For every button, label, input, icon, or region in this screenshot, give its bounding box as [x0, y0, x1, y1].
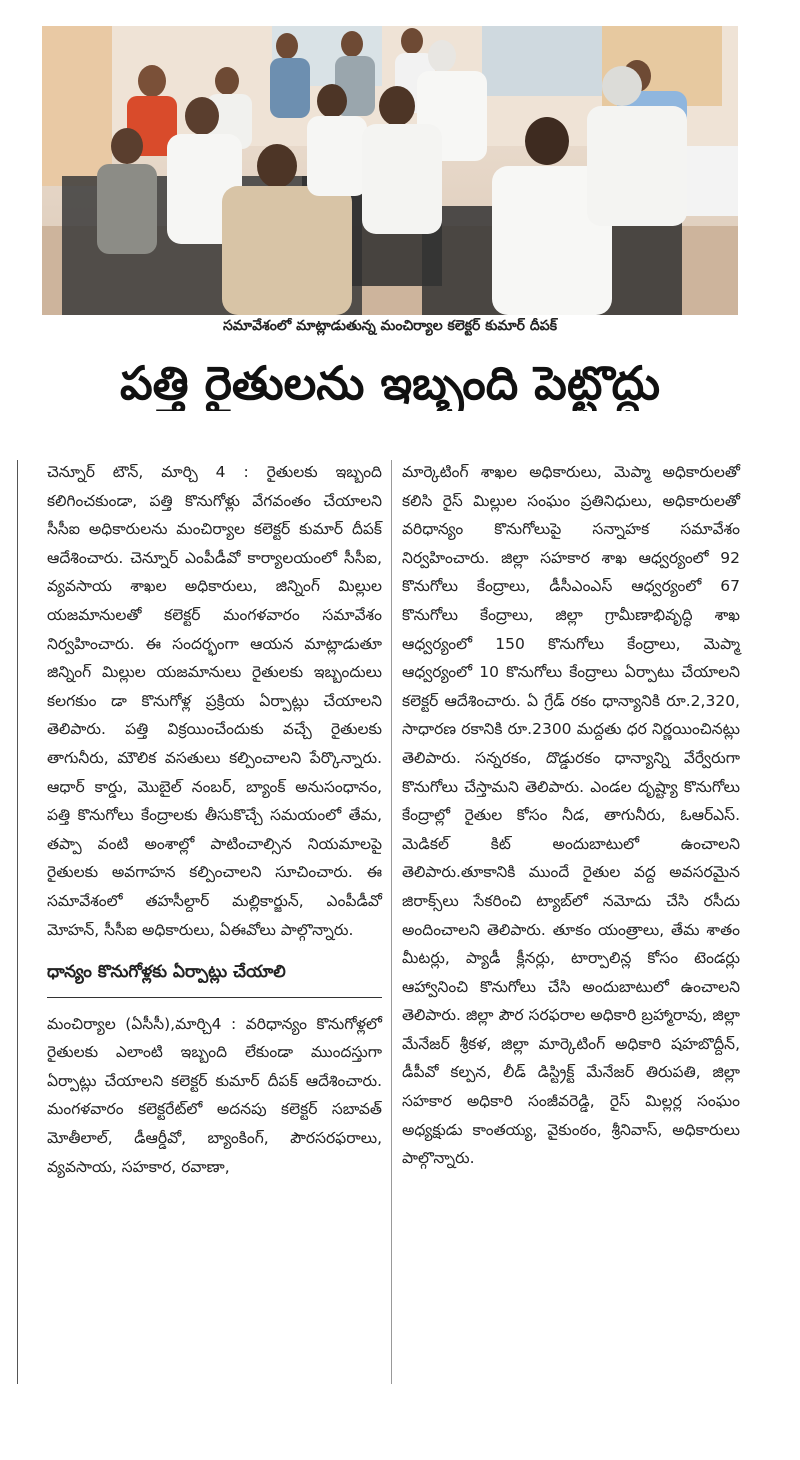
story2-body-left: మంచిర్యాల (ఏసీసీ),మార్చి4 : వరిధాన్యం కొనుగోళ్లలో రైతులకు ఎలాంటి ఇబ్బంది లేకుండా ముందస్తుగా ఏర్పాట్లు చేయాలని కలెక్టర్ కుమార్ దీపక్ ఆదేశించారు. మంగళవారం కలెక్టరేట్‌లో అదనపు కలెక్టర్ సబావత్ మోతీలాల్, డీఆర్డీవో, బ్యాంకింగ్, పౌరసరఫరాలు, వ్యవసాయ, సహకార, రవాణా, [47, 1014, 382, 1176]
story1-body: చెన్నూర్ టౌన్, మార్చి 4 : రైతులకు ఇబ్బంది కలిగించకుండా, పత్తి కొనుగోళ్లు వేగవంతం చేయాలని సీసీఐ అధికారులను మంచిర్యాల కలెక్టర్ కుమార్ దీపక్ ఆదేశించారు. చెన్నూర్ ఎంపీడీవో కార్యాలయంలో సీసీఐ, వ్యవసాయ శాఖల అధికారులు, జిన్నింగ్ మిల్లుల యజమానులతో కలెక్టర్ మంగళవారం సమావేశం నిర్వహించారు. ఈ సందర్భంగా ఆయన మాట్లాడుతూ జిన్నింగ్ మిల్లుల యజమానులు రైతులకు ఇబ్బందులు కలగకుం డా కొనుగోళ్ల ప్రక్రియ ఏర్పాట్లు చేయాలని తెలిపారు. పత్తి విక్రయించేందుకు వచ్చే రైతులకు తాగునీరు, మౌలిక వసతులు కల్పించాలని పేర్కొన్నారు. ఆధార్ కార్డు, మొబైల్ నంబర్, బ్యాంక్ అనుసంధానం, పత్తి కొనుగోలు కేంద్రాలకు తీసుకొచ్చే సమయంలో తేమ, తప్పా వంటి అంశాల్లో పాటించాల్సిన నియమాలపై రైతులకు అవగాహన కల్పించాలని సూచించారు. ఈ సమావేశంలో తహసీల్దార్ మల్లికార్జున్, ఎంపీడీవో మోహన్, సీసీఐ అధికారులు, ఏఈవోలు పాల్గొన్నారు. [47, 463, 382, 939]
photo-caption: సమావేశంలో మాట్లాడుతున్న మంచిర్యాల కలెక్టర్ కుమార్ దీపక్ [222, 318, 558, 334]
story2-body-right: మార్కెటింగ్ శాఖల అధికారులు, మెప్మా అధికారులతో కలిసి రైస్ మిల్లుల సంఘం ప్రతినిధులు, అధికారులతో వరిధాన్యం కొనుగోలుపై సన్నాహక సమావేశం నిర్వహించారు. జిల్లా సహకార శాఖ ఆధ్వర్యంలో 92 కొనుగోలు కేంద్రాలు, డీసీఎంఎస్ ఆధ్వర్యంలో 67 కొనుగోలు కేంద్రాలు, జిల్లా గ్రామీణాభివృద్ధి శాఖ ఆధ్వర్యంలో 150 కొనుగోలు కేంద్రాలు, మెప్మా ఆధ్వర్యంలో 10 కొనుగోలు కేంద్రాలు ఏర్పాటు చేయాలని కలెక్టర్ ఆదేశించారు. ఏ గ్రేడ్ రకం ధాన్యానికి రూ.2,320, సాధారణ రకానికి రూ.2300 మద్దతు ధర నిర్ణయించినట్లు తెలిపారు. సన్నరకం, దొడ్డురకం ధాన్యాన్ని వేర్వేరుగా కొనుగోలు చేస్తామని తెలిపారు. ఎండల దృష్ట్యా కొనుగోలు కేంద్రాల్లో రైతుల కోసం నీడ, తాగునీరు, ఓఆర్ఎస్. మెడికల్ కిట్ అందుబాటులో ఉంచాలని తెలిపారు.తూకానికి ముందే రైతుల వద్ద అవసరమైన జిరాక్స్‌లు సేకరించి ట్యాబ్‌లో నమోదు చేసి రసీదు అందించాలని తెలిపారు. తూకం యంత్రాలు, తేమ శాతం మీటర్లు, ప్యాడీ క్లీనర్లు, టార్పాలిన్ల కోసం టెండర్లు ఆహ్వానించి కొనుగోలు చేసి అందుబాటులో ఉంచాలని తెలిపారు. జిల్లా పౌర సరఫరాల అధికారి బ్రహ్మారావు, జిల్లా మేనేజర్ శ్రీకళ, జిల్లా మార్కెటింగ్ అధికారి షహబొద్దీన్, డీపీవో కల్పన, లీడ్ డిస్ట్రిక్ట్ మేనేజర్ తిరుపతి, జిల్లా సహకార అధికారి సంజీవరెడ్డి, రైస్ మిల్లర్ల సంఘం అధ్యక్షుడు కాంతయ్య, వైకుంఠం, శ్రీనివాస్, అధికారులు పాల్గొన్నారు. [402, 463, 740, 1168]
column-rule-middle [391, 460, 392, 1384]
left-column [47, 458, 382, 1181]
subheading: ధాన్యం కొనుగోళ్లకు ఏర్పాట్లు చేయాలి [47, 958, 382, 998]
headline: పత్తి రైతులను ఇబ్బంది పెట్టొద్దు [119, 356, 661, 410]
right-column [402, 458, 740, 1173]
meeting-photo [42, 26, 738, 315]
column-rule-left [17, 460, 18, 1384]
